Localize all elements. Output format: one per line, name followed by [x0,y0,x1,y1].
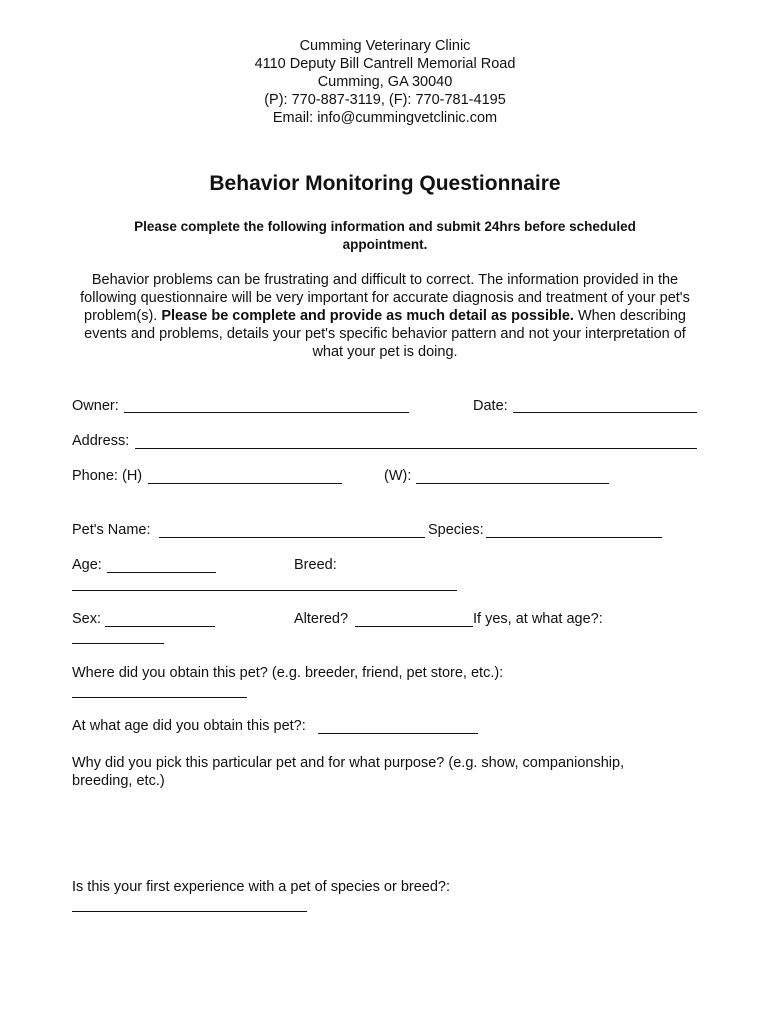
intro-paragraph [72,271,698,361]
intro-emphasis: Please be complete and provide as much detail as possible. [161,308,574,324]
age-field[interactable] [107,572,216,573]
why-pick-answer-area[interactable] [72,795,698,870]
phone-work-label: (W): [384,468,412,484]
phone-work-field[interactable] [416,483,609,484]
breed-field[interactable] [72,590,457,591]
owner-field[interactable] [124,412,409,413]
altered-label: Altered? [294,611,349,627]
clinic-address-line1: 4110 Deputy Bill Cantrell Memorial Road [254,56,516,72]
pet-name-label: Pet's Name: [72,522,151,538]
breed-label: Breed: [294,557,337,573]
first-experience-label: Is this your first experience with a pet of species or breed?: [72,879,450,895]
page-title: Behavior Monitoring Questionnaire [209,172,561,195]
date-field[interactable] [513,412,697,413]
why-pick-label: Why did you pick this particular pet and for what purpose? (e.g. show, companionship, breeding, etc.) [72,755,625,789]
obtain-age-field[interactable] [318,733,478,734]
species-field[interactable] [486,537,662,538]
intro-text-part2: When describing events and problems, details your pet's specific behavior pattern and not your interpretation of what your pet is doing. [84,308,686,360]
altered-age-field[interactable] [72,643,164,644]
address-field[interactable] [135,448,697,449]
address-label: Address: [72,433,130,449]
date-label: Date: [473,398,508,414]
clinic-address-line2: Cumming, GA 30040 [317,74,453,90]
submission-instruction: Please complete the following information and submit 24hrs before scheduled appointment. [134,219,636,252]
obtain-where-field[interactable] [72,697,247,698]
age-label: Age: [72,557,102,573]
sex-field[interactable] [105,626,215,627]
pet-name-field[interactable] [159,537,425,538]
clinic-name: Cumming Veterinary Clinic [299,38,471,54]
intro-text-part1: Behavior problems can be frustrating and difficult to correct. The information provided in the following questionnaire will be very important for accurate diagnosis and treatment of your pet's problem(s). [80,272,690,324]
altered-field[interactable] [355,626,473,627]
owner-label: Owner: [72,398,119,414]
clinic-header [0,37,770,127]
clinic-email: Email: info@cummingvetclinic.com [272,110,498,126]
phone-home-field[interactable] [148,483,342,484]
phone-home-label: Phone: (H) [72,468,143,484]
altered-age-label: If yes, at what age?: [473,611,603,627]
first-experience-field[interactable] [72,911,307,912]
obtain-where-label: Where did you obtain this pet? (e.g. breeder, friend, pet store, etc.): [72,665,504,681]
clinic-phone-fax: (P): 770-887-3119, (F): 770-781-4195 [264,92,506,108]
sex-label: Sex: [72,611,102,627]
species-label: Species: [428,522,484,538]
obtain-age-label: At what age did you obtain this pet?: [72,718,306,734]
